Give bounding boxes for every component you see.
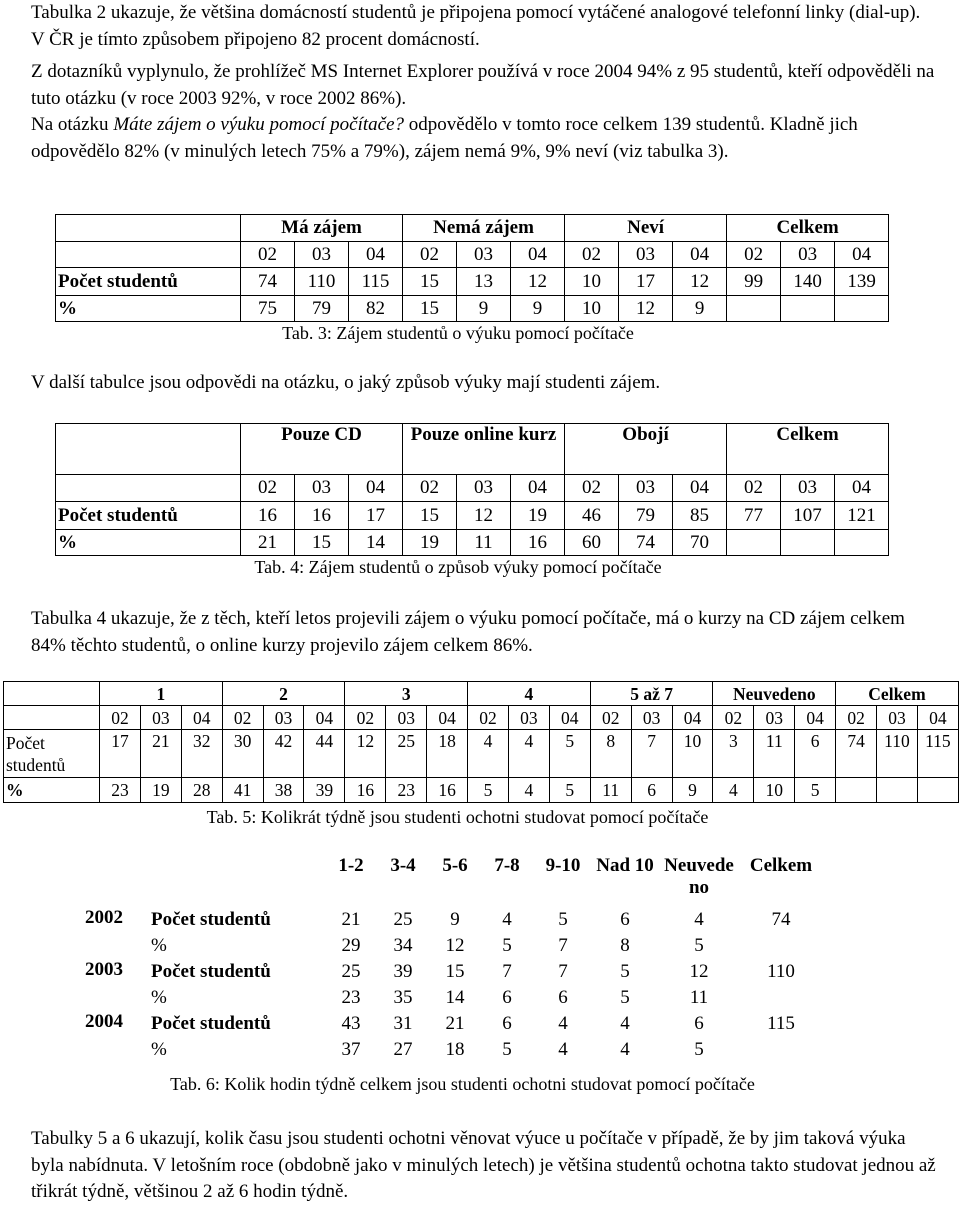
year-cell: 02 [727, 242, 781, 268]
table-6-header-row [83, 855, 821, 907]
table-cell: 110 [767, 961, 795, 982]
table-cell: 37 [341, 1039, 361, 1060]
table-row [56, 268, 889, 296]
year-cell: 04 [835, 475, 889, 502]
year-cell: 04 [349, 475, 403, 502]
table-cell: 5 [468, 778, 509, 803]
table-group-header: 2 [222, 682, 345, 706]
table-cell [917, 778, 958, 803]
table-cell: 17 [100, 730, 141, 778]
table-cell: 6 [502, 987, 512, 1008]
table-cell: 12 [689, 961, 709, 982]
year-cell: 04 [511, 475, 565, 502]
table-cell: 7 [558, 935, 568, 956]
table-cell: 39 [304, 778, 345, 803]
table-group-header: 3 [345, 682, 468, 706]
table-cell [741, 933, 821, 959]
table-cell: 4 [694, 909, 704, 930]
table-cell: 42 [263, 730, 304, 778]
table-cell: 10 [754, 778, 795, 803]
year-cell: 04 [673, 475, 727, 502]
table-cell: 79 [295, 296, 349, 322]
year-cell: 03 [295, 475, 349, 502]
table-cell: 110 [877, 730, 918, 778]
table-cell: 11 [457, 530, 511, 556]
year-cell: 03 [877, 706, 918, 730]
table-cell: 6 [795, 730, 836, 778]
year-cell: 02 [403, 242, 457, 268]
table-group-header: Neví [565, 215, 727, 242]
year-cell: 02 [241, 242, 295, 268]
row-label: % [4, 778, 100, 803]
year-cell: 03 [508, 706, 549, 730]
year-cell: 02 [222, 706, 263, 730]
table-cell [56, 215, 241, 242]
year-cell: 03 [386, 706, 427, 730]
table-cell: 19 [403, 530, 457, 556]
table-cell: 5 [620, 961, 630, 982]
table-cell: 15 [403, 296, 457, 322]
table-row [83, 1037, 821, 1063]
year-cell: 03 [754, 706, 795, 730]
table-cell: 74 [241, 268, 295, 296]
year-cell: 03 [631, 706, 672, 730]
table-cell: 79 [619, 502, 673, 530]
table-cell: 25 [386, 730, 427, 778]
table-cell [149, 855, 325, 907]
table-4-caption: Tab. 4: Zájem studentů o způsob výuky pomocí počítače [254, 557, 662, 577]
year-cell: 03 [140, 706, 181, 730]
table-cell: 21 [140, 730, 181, 778]
table-3-group-row [56, 215, 889, 242]
table-cell: 16 [511, 530, 565, 556]
table-cell: 4 [620, 1013, 630, 1034]
table-cell: 46 [565, 502, 619, 530]
table-group-header: 4 [468, 682, 591, 706]
table-cell: 6 [631, 778, 672, 803]
table-cell: 44 [304, 730, 345, 778]
table-cell [56, 475, 241, 502]
table-cell: 16 [427, 778, 468, 803]
table-cell: 12 [457, 502, 511, 530]
table-4-year-row [56, 475, 889, 502]
table-group-header: Má zájem [241, 215, 403, 242]
table-group-header: Celkem [727, 424, 889, 475]
row-label: % [151, 987, 167, 1008]
table-cell: 9 [457, 296, 511, 322]
table-group-header: 1 [100, 682, 223, 706]
table-cell: 99 [727, 268, 781, 296]
table-cell: 43 [341, 1013, 361, 1034]
year-cell: 04 [917, 706, 958, 730]
table-cell [83, 855, 149, 907]
table-group-header: Celkem [727, 215, 889, 242]
paragraph-interest-c: odpovědělo v tomto roce celkem 139 studentů. Kladně jich odpovědělo 82% (v minulých letech 75% a 79%), zájem nemá 9%, 9% neví (viz tabulka 3). [31, 114, 858, 162]
table-cell: 35 [393, 987, 413, 1008]
table-cell: 6 [620, 909, 630, 930]
table-cell [727, 296, 781, 322]
table-cell: 3 [713, 730, 754, 778]
row-label: % [151, 935, 167, 956]
table-3 [55, 214, 889, 322]
column-header: 9-10 [545, 855, 581, 876]
table-cell: 38 [263, 778, 304, 803]
table-4-group-row [56, 424, 889, 475]
table-cell: 4 [620, 1039, 630, 1060]
table-cell: 12 [345, 730, 386, 778]
table-cell: 5 [502, 935, 512, 956]
table-cell: 9 [450, 909, 460, 930]
table-cell: 10 [672, 730, 713, 778]
table-cell: 39 [393, 961, 413, 982]
year-cell: 02 [727, 475, 781, 502]
table-cell: 17 [349, 502, 403, 530]
row-label: Počet studentů [151, 1013, 271, 1034]
year-cell: 03 [263, 706, 304, 730]
table-cell [727, 530, 781, 556]
table-cell: 140 [781, 268, 835, 296]
table-cell: 11 [590, 778, 631, 803]
table-cell: 21 [241, 530, 295, 556]
table-3-year-row [56, 242, 889, 268]
table-cell: 115 [767, 1013, 795, 1034]
year-cell: 03 [781, 242, 835, 268]
year-cell: 04 [349, 242, 403, 268]
year-cell: 04 [304, 706, 345, 730]
year-cell: 03 [295, 242, 349, 268]
table-5 [3, 681, 959, 803]
table-cell: 16 [345, 778, 386, 803]
table-cell: 4 [558, 1013, 568, 1034]
table-cell: 5 [549, 730, 590, 778]
table-cell [4, 682, 100, 706]
paragraph-method: V další tabulce jsou odpovědi na otázku, o jaký způsob výuky mají studenti zájem. [31, 372, 661, 393]
year-cell: 04 [511, 242, 565, 268]
table-cell: 5 [694, 1039, 704, 1060]
table-cell: 5 [620, 987, 630, 1008]
table-cell: 15 [295, 530, 349, 556]
table-cell: 23 [386, 778, 427, 803]
table-cell: 139 [835, 268, 889, 296]
year-cell: 04 [549, 706, 590, 730]
table-cell: 12 [673, 268, 727, 296]
paragraph-interest-a: Na otázku [31, 114, 114, 135]
column-header: Neuvedeno [664, 855, 734, 898]
table-row [4, 778, 959, 803]
year-label: 2003 [85, 959, 123, 980]
table-cell: 32 [181, 730, 222, 778]
year-cell: 04 [673, 242, 727, 268]
table-cell: 9 [511, 296, 565, 322]
table-group-header: 5 až 7 [590, 682, 713, 706]
table-cell: 77 [727, 502, 781, 530]
paragraph-browser: Z dotazníků vyplynulo, že prohlížeč MS Internet Explorer používá v roce 2004 94% z 95 studentů, kteří odpověděli na tuto otázku (v roce 2003 92%, v roce 2002 86%). [31, 61, 935, 109]
table-cell: 110 [295, 268, 349, 296]
year-cell: 03 [781, 475, 835, 502]
paragraph-courses: Tabulka 4 ukazuje, že z těch, kteří letos projevili zájem o výuku pomocí počítače, má o kurzy na CD zájem celkem 84% těchto studentů, o online kurzy projevilo zájem celkem 86%. [31, 608, 905, 656]
table-cell: 21 [341, 909, 361, 930]
column-header: 3-4 [390, 855, 416, 876]
table-cell: 7 [631, 730, 672, 778]
year-cell: 03 [457, 475, 511, 502]
table-cell: 12 [619, 296, 673, 322]
table-cell: 23 [341, 987, 361, 1008]
table-6 [83, 855, 821, 1063]
year-cell: 02 [345, 706, 386, 730]
table-5-year-row [4, 706, 959, 730]
table-cell: 4 [502, 909, 512, 930]
table-row [83, 933, 821, 959]
table-cell: 14 [445, 987, 465, 1008]
table-cell [835, 530, 889, 556]
table-cell: 12 [511, 268, 565, 296]
table-5-group-row [4, 682, 959, 706]
table-cell: 5 [558, 909, 568, 930]
paragraph-conclusion: Tabulky 5 a 6 ukazují, kolik času jsou studenti ochotni věnovat výuce u počítače v případě, že by jim taková výuka byla nabídnuta. V letošním roce (obdobně jako v minulých letech) je většina studentů ochotna takto studovat jednou až třikrát týdně, většinou 2 až 6 hodin týdně. [31, 1128, 936, 1202]
year-cell: 02 [241, 475, 295, 502]
table-cell: 74 [619, 530, 673, 556]
table-row [4, 730, 959, 778]
table-cell: 9 [673, 296, 727, 322]
table-cell: 18 [427, 730, 468, 778]
table-row [56, 502, 889, 530]
table-cell: 18 [445, 1039, 465, 1060]
table-cell [781, 296, 835, 322]
table-cell: 34 [393, 935, 413, 956]
row-label: Počet studentů [151, 909, 271, 930]
table-row [56, 296, 889, 322]
year-label: 2002 [85, 907, 123, 928]
year-cell: 04 [795, 706, 836, 730]
year-label: 2004 [85, 1011, 123, 1032]
table-cell: 25 [341, 961, 361, 982]
year-cell: 03 [619, 242, 673, 268]
table-cell: 11 [754, 730, 795, 778]
table-cell: 4 [713, 778, 754, 803]
table-cell: 6 [558, 987, 568, 1008]
table-group-header: Pouze CD [241, 424, 403, 475]
table-cell: 12 [445, 935, 465, 956]
table-row [83, 985, 821, 1011]
table-cell: 30 [222, 730, 263, 778]
table-cell: 8 [620, 935, 630, 956]
table-cell: 82 [349, 296, 403, 322]
year-cell: 04 [427, 706, 468, 730]
table-cell [781, 530, 835, 556]
table-cell: 5 [694, 935, 704, 956]
year-cell: 04 [181, 706, 222, 730]
year-cell: 02 [836, 706, 877, 730]
table-cell: 107 [781, 502, 835, 530]
table-cell: 74 [836, 730, 877, 778]
column-header: 1-2 [338, 855, 364, 876]
table-cell: 4 [508, 778, 549, 803]
table-cell: 5 [795, 778, 836, 803]
table-cell: 4 [508, 730, 549, 778]
year-cell: 03 [457, 242, 511, 268]
table-cell: 8 [590, 730, 631, 778]
table-cell [741, 1037, 821, 1063]
table-cell: 6 [502, 1013, 512, 1034]
table-cell: 31 [393, 1013, 413, 1034]
year-cell: 02 [590, 706, 631, 730]
table-cell: 9 [672, 778, 713, 803]
table-group-header: Nemá zájem [403, 215, 565, 242]
column-header: 5-6 [442, 855, 468, 876]
table-cell: 16 [241, 502, 295, 530]
row-label: % [151, 1039, 167, 1060]
year-cell: 04 [672, 706, 713, 730]
table-cell: 28 [181, 778, 222, 803]
table-cell: 5 [502, 1039, 512, 1060]
column-header: 7-8 [494, 855, 520, 876]
year-cell: 02 [403, 475, 457, 502]
table-cell: 115 [349, 268, 403, 296]
table-cell: 7 [502, 961, 512, 982]
table-cell: 13 [457, 268, 511, 296]
table-cell: 17 [619, 268, 673, 296]
table-cell: 85 [673, 502, 727, 530]
year-cell: 02 [565, 242, 619, 268]
table-cell: 10 [565, 268, 619, 296]
table-cell: 14 [349, 530, 403, 556]
year-cell: 02 [713, 706, 754, 730]
column-header: Nad 10 [596, 855, 654, 876]
table-cell [741, 985, 821, 1011]
table-cell: 19 [511, 502, 565, 530]
row-label: % [56, 296, 241, 322]
table-cell: 29 [341, 935, 361, 956]
row-label: Počet studentů [4, 730, 100, 778]
table-cell [4, 706, 100, 730]
row-label: Počet studentů [151, 961, 271, 982]
year-cell: 04 [835, 242, 889, 268]
table-cell: 19 [140, 778, 181, 803]
table-cell: 25 [393, 909, 413, 930]
paragraph-interest-question: Máte zájem o výuku pomocí počítače? [113, 114, 405, 135]
table-cell [836, 778, 877, 803]
table-cell: 4 [468, 730, 509, 778]
table-cell: 75 [241, 296, 295, 322]
table-cell: 15 [403, 268, 457, 296]
table-group-header: Celkem [836, 682, 959, 706]
table-cell: 11 [689, 987, 709, 1008]
table-row [83, 959, 821, 985]
table-cell [56, 242, 241, 268]
table-row [83, 1011, 821, 1037]
table-cell: 41 [222, 778, 263, 803]
table-group-header: Pouze online kurz [403, 424, 565, 475]
year-cell: 03 [619, 475, 673, 502]
row-label: Počet studentů [56, 268, 241, 296]
paragraph-interest [31, 112, 936, 165]
table-cell: 27 [393, 1039, 413, 1060]
table-cell [835, 296, 889, 322]
table-cell: 16 [295, 502, 349, 530]
column-header: Celkem [749, 855, 813, 876]
table-group-header: Neuvedeno [713, 682, 836, 706]
table-cell: 4 [558, 1039, 568, 1060]
table-cell: 15 [445, 961, 465, 982]
row-label: Počet studentů [56, 502, 241, 530]
table-cell: 7 [558, 961, 568, 982]
row-label: % [56, 530, 241, 556]
table-cell: 15 [403, 502, 457, 530]
table-cell: 6 [694, 1013, 704, 1034]
table-group-header: Obojí [565, 424, 727, 475]
table-row [83, 907, 821, 933]
table-cell: 5 [549, 778, 590, 803]
table-cell: 21 [445, 1013, 465, 1034]
table-3-caption: Tab. 3: Zájem studentů o výuku pomocí počítače [282, 323, 634, 343]
table-cell [56, 424, 241, 475]
table-cell: 60 [565, 530, 619, 556]
year-cell: 02 [100, 706, 141, 730]
table-cell: 121 [835, 502, 889, 530]
table-cell: 10 [565, 296, 619, 322]
year-cell: 02 [468, 706, 509, 730]
table-cell: 23 [100, 778, 141, 803]
table-cell: 74 [771, 909, 791, 930]
table-cell: 70 [673, 530, 727, 556]
table-cell [877, 778, 918, 803]
table-4 [55, 423, 889, 556]
year-cell: 02 [565, 475, 619, 502]
table-cell: 115 [917, 730, 958, 778]
paragraph-intro: Tabulka 2 ukazuje, že většina domácností studentů je připojena pomocí vytáčené analogové telefonní linky (dial-up). V ČR je tímto způsobem připojeno 82 procent domácností. [31, 2, 921, 50]
table-6-caption: Tab. 6: Kolik hodin týdně celkem jsou studenti ochotni studovat pomocí počítače [170, 1074, 755, 1094]
table-5-caption: Tab. 5: Kolikrát týdně jsou studenti ochotni studovat pomocí počítače [206, 807, 709, 827]
table-row [56, 530, 889, 556]
